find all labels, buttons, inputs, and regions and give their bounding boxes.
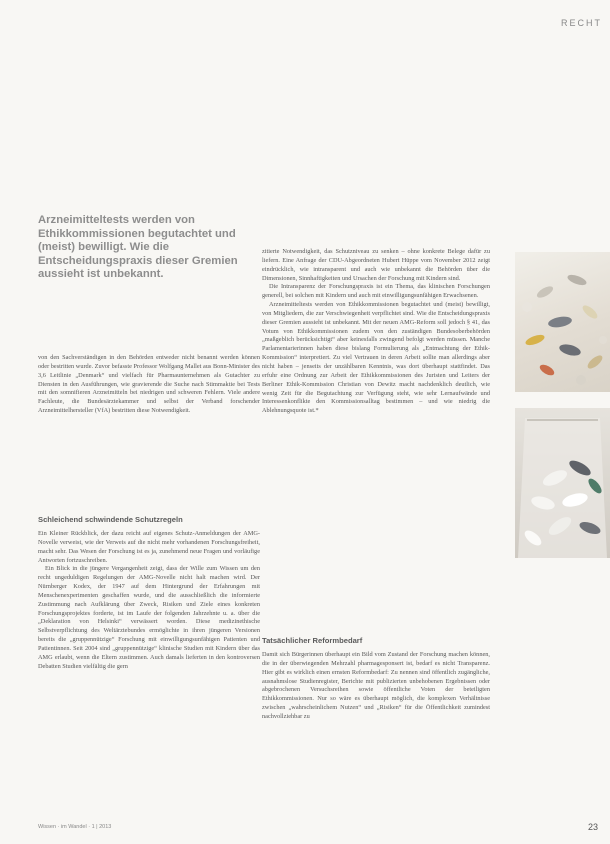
section-label: RECHT	[561, 18, 602, 28]
jar-icon	[515, 408, 610, 558]
right-paragraph-2: Die Intransparenz der Forschungspraxis ist ein Thema, das klinischen Forschungen generell, bei solchen mit Kindern und auch mit einwilligungsunfähigen Erwachsenen.	[262, 283, 490, 300]
pull-quote: Arzneimitteltests werden von Ethikkommissionen begutachtet und (meist) bewilligt. Wie die Entscheidungspraxis dieser Gremien aussieht ist unbekannt.	[38, 214, 238, 281]
right-paragraph-1: zitierte Notwendigkeit, das Schutzniveau zu senken – ohne konkrete Belege dafür zu liefern. Eine Anfrage der CDU-Abgeordneten Hubert Hüppe vom November 2012 zeigt eindrücklich, wie intransparent und auch wie unbekannt die Behörden über die Dimensionen, Sinnhaftigkeiten und Ursachen der Forschung mit Kindern sind.	[262, 248, 490, 282]
left-column-section	[38, 505, 260, 672]
pills-photo	[515, 252, 610, 392]
right-paragraph-4: Damit sich Bürgerinnen überhaupt ein Bild vom Zustand der Forschung machen können, die in der überwiegenden Mehrzahl pharmagesponsert ist, bedarf es nicht Transparenz. Hier gibt es wirklich einen ernsten Reformbedarf: Zu nennen sind öffentlich zugängliche, ausnahmslose Studienregister, Berichte mit publizierten unbehobenen Ergebnissen oder abgebrochenen Versuchsreihen sowie öffentliche Voten der beteiligten Ethikkommissionen. Nur so wäre es überhaupt möglich, die komplexen Verhältnisse zwischen „wahrscheinlichem Nutzen“ und „Risiken“ für die Öffentlichkeit zumindest nachvollziehbar zu	[262, 651, 490, 720]
left-section-heading: Schleichend schwindende Schutzregeln	[38, 515, 183, 524]
pills-icon	[515, 252, 610, 392]
magazine-credit: Wissen · im Wandel · 1 | 2013	[38, 824, 112, 830]
jar-photo	[515, 408, 610, 558]
right-column	[262, 248, 490, 416]
right-section-heading: Tatsächlicher Reformbedarf	[262, 636, 363, 645]
right-column-section	[262, 626, 490, 722]
page-number: 23	[587, 822, 598, 832]
left-paragraph-2: Ein Blick in die jüngere Vergangenheit zeigt, dass der Wille zum Wissen um den recht ungeduldigen Regelungen der AMG-Novelle nicht halt machen wird. Der Nürnberger Kodex, der 1947 auf dem Hintergrund der Erfahrungen mit Menschenexperimenten geschaffen wurde, und die ausschließlich die informierte Zustimmung nach Aufklärung über Zweck, Risiken und Ziele eines konkreten Forschungsprojektes forderte, ist im Laufe der folgenden Jahrzehnte u. a. über die „Deklaration von Helsinki“ verwässert worden. Diese medizinethische Selbstverpflichtung des Weltärztebundes ermöglichte in ihren jüngeren Versionen bereits die „gruppennützige“ Forschung mit einwilligungsunfähigen Patienten und Patientinnen. Seit 2004 sind „gruppennützige“ klinische Studien mit Kindern über das AMG erlaubt, wenn die Eltern zustimmen. Auch damals lieferten in den kontroversen Debatten Studien vielfältig die gern	[38, 565, 260, 670]
left-paragraph-1: Ein Kleiner Rückblick, der dazu reicht auf eigenes Schutz-Anmeldungen der AMG-Novelle verweist, wie der Verweis auf die nicht mehr vorhandenen Forschungsfreiheit, macht sehr. Das Wesen der Forschung ist es ja, zunehmend neue Fragen und vorläufige Antworten fortzuschreiben.	[38, 530, 260, 564]
left-column	[38, 354, 260, 416]
right-paragraph-3: Arzneimitteltests werden von Ethikkommissionen begutachtet und (meist) bewilligt, von Mitgliedern, die zur Verschwiegenheit verpflichtet sind. Wie die Entscheidungspraxis dieser Gremien aussieht ist unbekannt. Mit der neuen AMG-Reform soll jedoch § 41, das Votum von Ethikkommissionen zudem von den zuständigen Bundesoberbehörden „maßgeblich berücksichtigt“ aber keinesfalls zwingend befolgt werden müssen. Manche Parlamentarierinnen haben diese bislang Formulierung als „Entmachtung der Ethik-Kommission“ interpretiert. Zu viel Vertrauen in deren Arbeit sollte man allerdings aber nicht haben – jenseits der unzählbaren Kenntnis, was dort überhaupt stattfindet. Das erfuhr eine Ordnung zur Arbeit der Ethikkommissionen des Juristen und Leiters der Berliner Ethik-Kommission Christian von Dewitz macht nachdenklich deutlich, wie wenig Zeit für die Begutachtung zur Verfügung steht, wie sehr Lernaufwände und Interessenkonflikte den Kommissionsalltag bestimmen – und wie niedrig die Ablehnungsquote ist.*	[262, 301, 490, 415]
left-intro-paragraph: von den Sachverständigen in den Behörden entweder nicht benannt werden können oder bestritten wurde. Zuvor befasste Professor Wolfgang Mallet aus Bonn-Minister des 3,6 Leitlinie „Denmark“ und vielfach für Pharmaunternehmen als Gutachter zu Diensten in den Ausführungen, wie gravierende die Suche nach Stimmaktie bei Tests mit den somnifieren Arzneimitteln bei niedrigen und schweren Fehlern. Viele andere Fachleute, die Bundesärztekammer und selbst der Verband forschender Arzneimittelhersteller (VfA) bestritten diese Notwendigkeit.	[38, 354, 260, 415]
